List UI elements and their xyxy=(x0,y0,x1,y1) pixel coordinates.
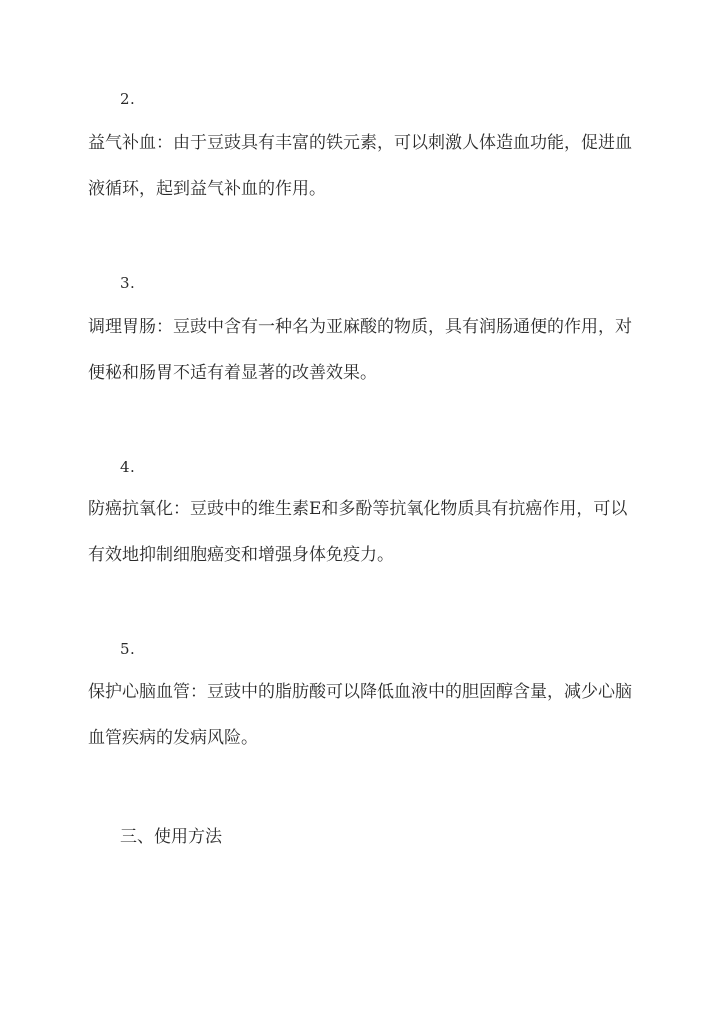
section-number: 4. xyxy=(120,458,136,476)
paragraph-line: 防癌抗氧化：豆豉中的维生素E和多酚等抗氧化物质具有抗癌作用，可以 xyxy=(88,499,628,519)
paragraph-line: 有效地抑制细胞癌变和增强身体免疫力。 xyxy=(88,545,394,565)
section-number: 5. xyxy=(120,640,136,658)
paragraph xyxy=(88,120,648,212)
paragraph xyxy=(88,304,648,396)
paragraph-line: 保护心脑血管：豆豉中的脂肪酸可以降低血液中的胆固醇含量，减少心脑 xyxy=(88,682,632,702)
paragraph-line: 调理胃肠：豆豉中含有一种名为亚麻酸的物质，具有润肠通便的作用，对 xyxy=(88,317,632,337)
paragraph xyxy=(88,669,648,761)
section-heading: 三、使用方法 xyxy=(120,827,222,847)
paragraph-line: 血管疾病的发病风险。 xyxy=(88,728,258,748)
paragraph xyxy=(88,486,648,578)
paragraph-line: 益气补血：由于豆豉具有丰富的铁元素，可以刺激人体造血功能，促进血 xyxy=(88,133,632,153)
section-number: 3. xyxy=(120,274,136,292)
section-number: 2. xyxy=(120,90,136,108)
paragraph-line: 便秘和肠胃不适有着显著的改善效果。 xyxy=(88,363,377,383)
paragraph-line: 液循环，起到益气补血的作用。 xyxy=(88,179,326,199)
